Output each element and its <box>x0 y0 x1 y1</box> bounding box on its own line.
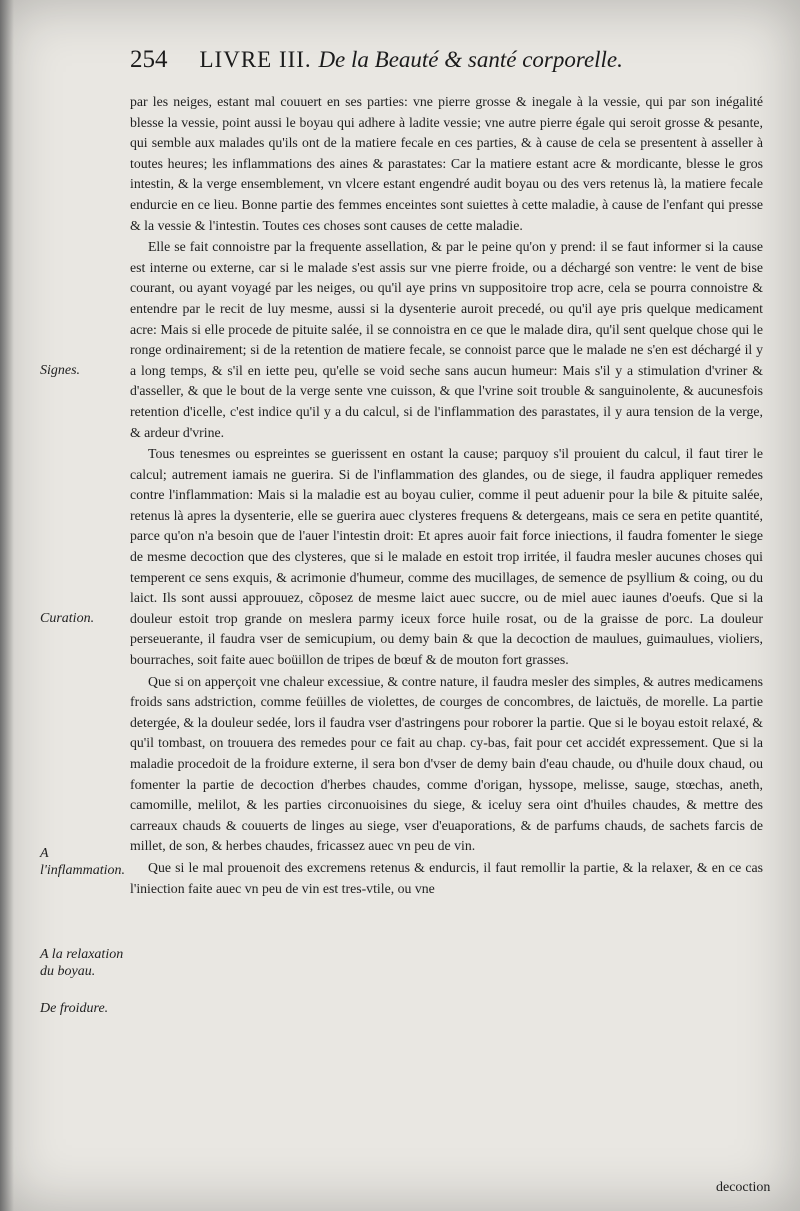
paragraph-5: Que si le mal prouenoit des excremens retenus & endurcis, il faut remollir la partie, & la relaxer, & en ce cas l'iniection faite auec vn peu de vin est tres-vtile, ou vne <box>130 859 763 896</box>
page-number: 254 <box>130 46 168 73</box>
margin-note-inflammation: A l'inflammation. <box>40 846 126 878</box>
running-title <box>200 47 623 73</box>
paragraph-2: Elle se fait connoistre par la frequente assellation, & par le peine qu'on y prend: il se faut informer si la cause est interne ou externe, car si le malade s'est assis sur vne pierre froide, ou a déchargé son ventre: le vent de bise courant, ou ayant voyagé par les neiges, ou qu'il aye prins vn suppositoire trop acre, cela se pourra connoistre & entendre par le recit de luy mesme, aussi si la dysenterie auroit precedé, ou qu'il aye pris quelque medicament acre: Mais si elle procede de pituite salée, il se connoistra en ce que le malade dira, qu'il sent quelque chose qui le ronge ordinairement; si de la retention de matiere fecale, se connoist parce que le malade ne s'en est déchargé il y a long temps, & s'il en iette peu, qu'elle se void seche sans aucun humeur: Mais s'il y a stimulation d'vriner & d'asseller, & que le bout de la verge sente vne cuisson, & que l'vrine soit trouble & sanguinolente, & aucunesfois retention d'icelle, c'est indice qu'il y a du calcul, si de l'inflammation des parastates, il y aura tension de la verge, & ardeur d'vrine. <box>130 239 763 440</box>
margin-note-curation: Curation. <box>40 611 95 626</box>
margin-note-relaxation: A la relaxation du boyau. <box>40 947 124 979</box>
margin-note-signes: Signes. <box>40 363 81 378</box>
margin-note-froidure: De froidure. <box>40 1001 109 1016</box>
paragraph-4: Que si on apperçoit vne chaleur excessiue, & contre nature, il faudra mesler des simples, & autres medicamens froids sans adstriction, comme feüilles de violettes, de courges de concombres, de laictuës, de morelle. La partie detergée, & la douleur sedée, lors il faudra vser d'astringens pour roborer la partie. Que si le boyau estoit relaxé, & qu'il tombast, on trouuera des remedes pour ce fait au chap. cy-bas, fait pour cet accidét expressement. Que si la maladie procedoit de la froidure externe, il sera bon d'vser de demy bain d'eau chaude, ou d'huile doux chaud, ou fomenter la partie de decoction d'herbes chaudes, comme d'origan, hyssope, melisse, sauge, stœchas, aneth, camomille, melilot, & les parties circonuoisines du siege, & iceluy sera oint d'huiles chaudes, & mettre des carreaux chauds & couuerts de linges au siege, vser d'euaporations, & de parfums chauds, de sachets farcis de millet, de son, & herbes chaudes, fricassez auec vn peu de vin. <box>130 673 763 854</box>
chapter-title: De la Beauté & santé corporelle. <box>318 47 623 72</box>
paragraph-1: par les neiges, estant mal couuert en ses parties: vne pierre grosse & inegale à la vessie, qui par son inégalité blesse la vessie, point aussi le boyau qui adhere à ladite vessie; vne autre pierre égale qui seroit grosse & pesante, qui semble aux malades qu'ils ont de la matiere fecale en ces parties, & à cause de cela se presentent à asseller à toutes heures; les inflammations des aines & parastates: Car la matiere estant acre & mordicante, blesse le gros intestin, & la verge ensemblement, vn vlcere estant engendré audit boyau ou des vers retenus là, la matiere fecale endurcie en ce lieu. Bonne partie des femmes enceintes sont suiettes à cette maladie, à cause de l'enfant qui presse & la vessie & l'intestin. Toutes ces choses sont causes de cette maladie. <box>130 94 763 233</box>
paragraph-3: Tous tenesmes ou espreintes se guerissent en ostant la cause; parquoy s'il prouient du calcul, il faut tirer le calcul; autrement iamais ne guerira. Si de l'inflammation des glandes, ou de siege, il faudra appliquer remedes contre l'inflammation: Mais si la maladie est au boyau culier, comme il peut aduenir pour la bile & pituite salée, retenus là apres la dysenterie, elle se guerira auec clysteres frequens & detergeans, mais ce sera en petite quantité, parce qu'on n'a besoin que de l'auer l'intestin droit: Et apres auoir fait force iniections, il faudra fomenter le siege de mesme decoction que des clysteres, que si le malade en estoit trop irritée, il faudra mesler aucunes choses qui temperent ce sens exquis, & acrimonie d'humeur, comme des mucillages, de semence de psyllium & coing, ou du laict. Ils sont aussi approuuez, cõposez de mesme laict auec succre, ou de miel auec iaunes d'oeufs. Que si la douleur estoit trop grande on meslera parmy iceux force huile rosat, ou de la graisse de porc. La douleur perseuerante, il faudra vser de semicupium, ou demy bain & que la decoction de maulues, guimaulues, violiers, bourraches, soit faite auec boüillon de tripes de bœuf & de mouton fort grasses. <box>130 446 763 668</box>
book-label: LIVRE III. <box>199 47 312 72</box>
catchword: decoction <box>716 1180 771 1195</box>
page-header <box>130 46 675 86</box>
main-text <box>130 92 763 899</box>
